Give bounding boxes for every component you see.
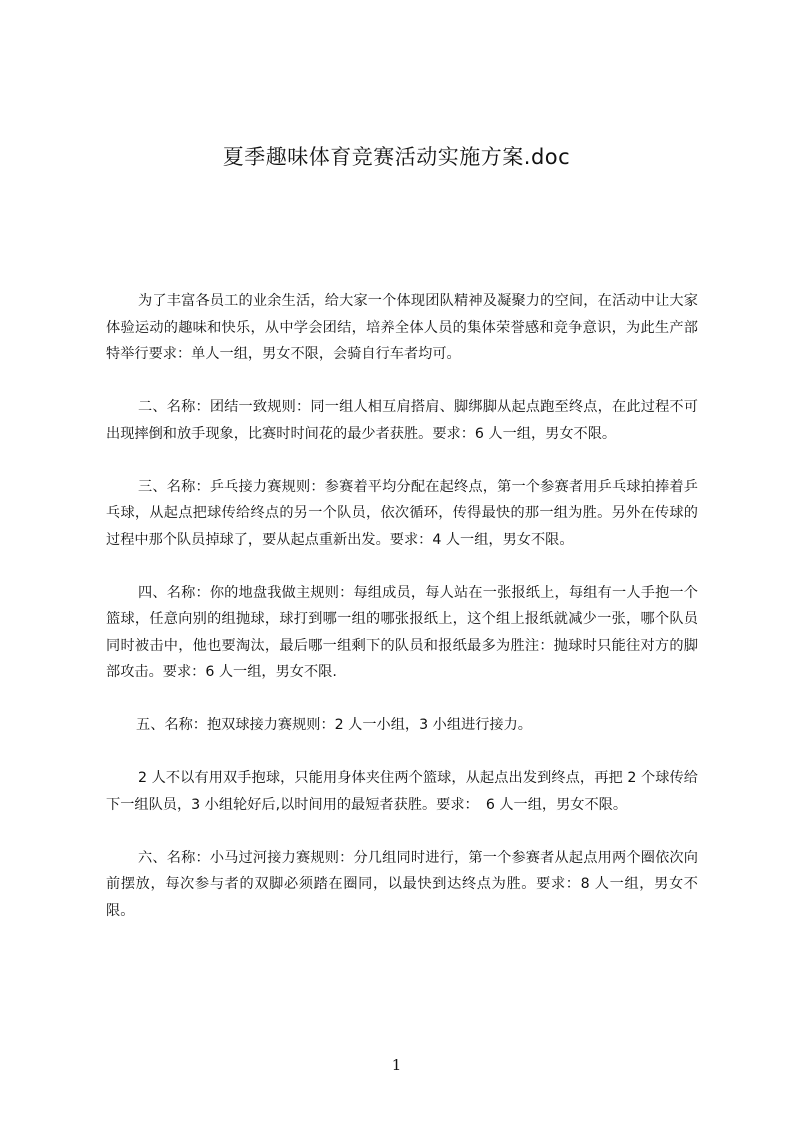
page-number: 1 [391, 1056, 402, 1074]
paragraph-event-4: 四、名称：你的地盘我做主规则：每组成员，每人站在一张报纸上，每组有一人手抱一个篮球，任意向别的组抛球，球打到哪一组的哪张报纸上，这个组上报纸就减少一张，哪个队员同时被击中，他也要淘汰，最后哪一组剩下的队员和报纸最多为胜注：抛球时只能往对方的脚部攻击。要求：6 人一组，男女不限. [106, 584, 698, 680]
document-body [106, 288, 698, 951]
document-title: 夏季趣味体育竞赛活动实施方案.doc [222, 145, 571, 169]
paragraph-event-5: 五、名称：抱双球接力赛规则：2 人一小组，3 小组进行接力。 [136, 717, 532, 733]
paragraph-event-2: 二、名称：团结一致规则：同一组人相互肩搭肩、脚绑脚从起点跑至终点，在此过程不可出现摔倒和放手现象，比赛时时间花的最少者获胜。要求：6 人一组，男女不限。 [106, 399, 698, 442]
paragraph-event-3: 三、名称：乒乓接力赛规则：参赛着平均分配在起终点，第一个参赛者用乒乓球拍捧着乒乓球，从起点把球传给终点的另一个队员，依次循环，传得最快的那一组为胜。另外在传球的过程中那个队员掉球了，要从起点重新出发。要求：4 人一组，男女不限。 [106, 478, 698, 548]
paragraph-event-5-rules: 2 人不以有用双手抱球，只能用身体夹住两个篮球，从起点出发到终点，再把 2 个球传给下一组队员，3 小组轮好后,以时间用的最短者获胜。要求： 6 人一组，男女不限。 [106, 770, 698, 813]
paragraph-intro: 为了丰富各员工的业余生活，给大家一个体现团队精神及凝聚力的空间，在活动中让大家体验运动的趣味和快乐，从中学会团结，培养全体人员的集体荣誉感和竞争意识，为此生产部特举行要求：单人一组，男女不限，会骑自行车者均可。 [106, 293, 698, 362]
paragraph-event-6: 六、名称：小马过河接力赛规则：分几组同时进行，第一个参赛者从起点用两个圈依次向前摆放，每次参与者的双脚必须踏在圈同，以最快到达终点为胜。要求：8 人一组，男女不限。 [106, 849, 698, 919]
